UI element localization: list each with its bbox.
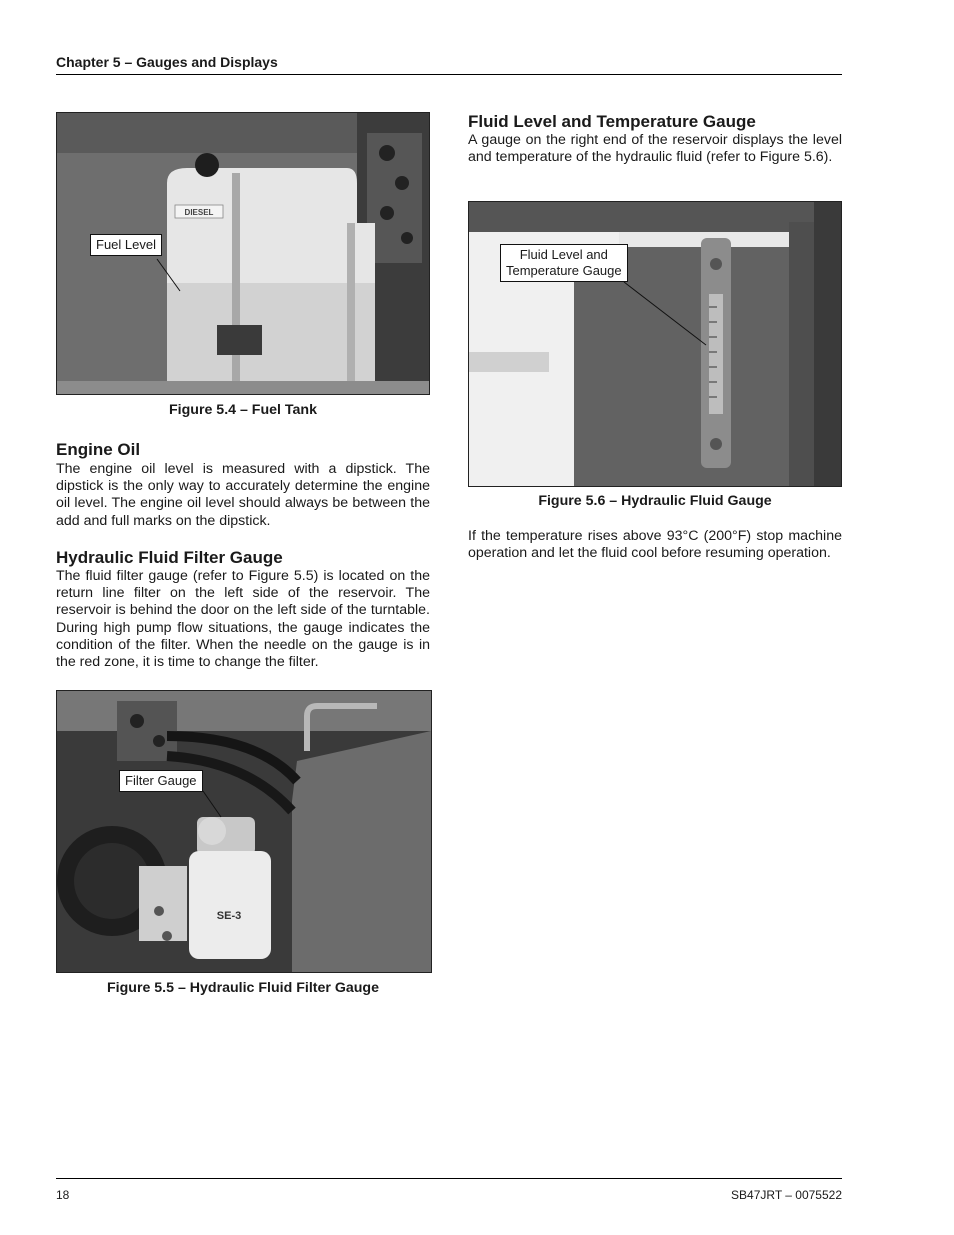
figure-fluid-gauge-photo — [468, 201, 842, 487]
page-number: 18 — [56, 1188, 70, 1202]
callout-fuel-level: Fuel Level — [90, 234, 162, 256]
callout-filter-gauge: Filter Gauge — [119, 770, 203, 792]
callout-line-1: Fluid Level and — [519, 247, 608, 262]
paragraph-engine-oil: The engine oil level is measured with a dipstick. The dipstick is the only way to accurately determine the engine oil level. The engine oil level should always be between the add and full marks on the dipstick. — [56, 461, 430, 529]
callout-fluid-level-temp-gauge — [500, 244, 628, 282]
document-id: SB47JRT – 0075522 — [731, 1188, 842, 1202]
figure-filter-gauge-photo — [56, 690, 432, 973]
footer-rule — [56, 1178, 842, 1179]
chapter-header: Chapter 5 – Gauges and Displays — [56, 54, 278, 70]
figure-caption-5-4: Figure 5.4 – Fuel Tank — [169, 402, 317, 418]
heading-filter-gauge: Hydraulic Fluid Filter Gauge — [56, 548, 283, 567]
callout-line-2: Temperature Gauge — [506, 263, 622, 278]
tank-diesel-label: DIESEL — [184, 208, 214, 217]
paragraph-filter-gauge: The fluid filter gauge (refer to Figure 5.5) is located on the return line filter on the left side of the reservoir. The reservoir is behind the door on the left side of the turntable. During high pump flow situations, the gauge indicates the condition of the filter. When the needle on the gauge is in the red zone, it is time to change the filter. — [56, 568, 430, 671]
header-rule — [56, 74, 842, 75]
figure-fuel-tank-photo — [56, 112, 430, 395]
heading-fluid-level: Fluid Level and Temperature Gauge — [468, 112, 756, 131]
figure-caption-5-6: Figure 5.6 – Hydraulic Fluid Gauge — [538, 493, 772, 509]
heading-engine-oil: Engine Oil — [56, 440, 141, 459]
paragraph-temperature-note: If the temperature rises above 93°C (200°F) stop machine operation and let the fluid cool before resuming operation. — [468, 528, 842, 562]
paragraph-fluid-level: A gauge on the right end of the reservoir displays the level and temperature of the hydraulic fluid (refer to Figure 5.6). — [468, 132, 842, 166]
figure-caption-5-5: Figure 5.5 – Hydraulic Fluid Filter Gauge — [107, 980, 379, 996]
filter-se3-label: SE-3 — [216, 910, 242, 922]
